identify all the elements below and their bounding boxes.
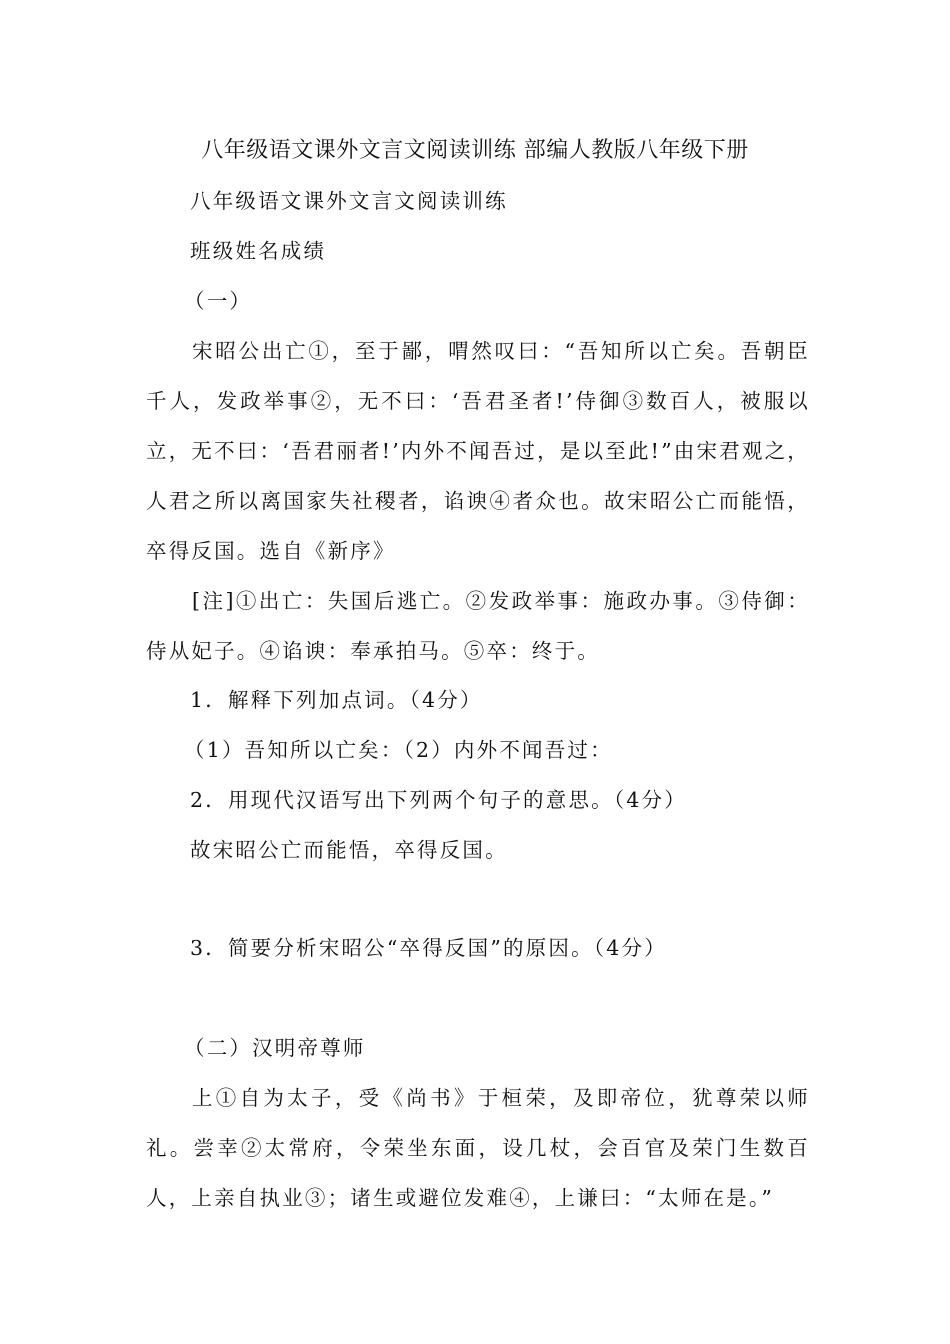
passage-1-notes: [注]①出亡：失国后逃亡。②发政举事：施政办事。③侍御：侍从妃子。④谄谀：奉承拍马。⑤卒：终于。 — [146, 589, 810, 663]
section-2-heading: （二）汉明帝尊师 — [184, 1036, 366, 1060]
document-title: 八年级语文课外文言文阅读训练 部编人教版八年级下册 — [201, 138, 749, 163]
passage-1: 宋昭公出亡①，至于鄙，喟然叹曰：“吾知所以亡矣。吾朝臣千人，发政举事②，无不曰：‘吾君圣者!’侍御③数百人，被服以立，无不曰：‘吾君丽者!’内外不闻吾过，是以至此!”由宋君观之，人君之所以离国家失社稷者，谄谀④者众也。故宋昭公亡而能悟，卒得反国。选自《新序》 — [146, 339, 810, 563]
class-name-score-line: 班级姓名成绩 — [190, 239, 327, 263]
question-2-sentence: 故宋昭公亡而能悟，卒得反国。 — [190, 838, 508, 862]
question-1: 1．解释下列加点词。（4分） — [190, 688, 483, 712]
subtitle: 八年级语文课外文言文阅读训练 — [190, 189, 508, 213]
question-2: 2．用现代汉语写出下列两个句子的意思。（4分） — [190, 788, 687, 812]
passage-2: 上①自为太子，受《尚书》于桓荣，及即帝位，犹尊荣以师礼。尝幸②太常府，令荣坐东面，设几杖，会百官及荣门生数百人，上亲自执业③；诸生或避位发难④，上谦曰：“太师在是。” — [146, 1086, 810, 1210]
question-3: 3．简要分析宋昭公“卒得反国”的原因。（4分） — [190, 936, 667, 960]
section-1-heading: （一） — [184, 289, 253, 313]
question-1-items: （1）吾知所以亡矣：（2）内外不闻吾过： — [184, 738, 613, 762]
